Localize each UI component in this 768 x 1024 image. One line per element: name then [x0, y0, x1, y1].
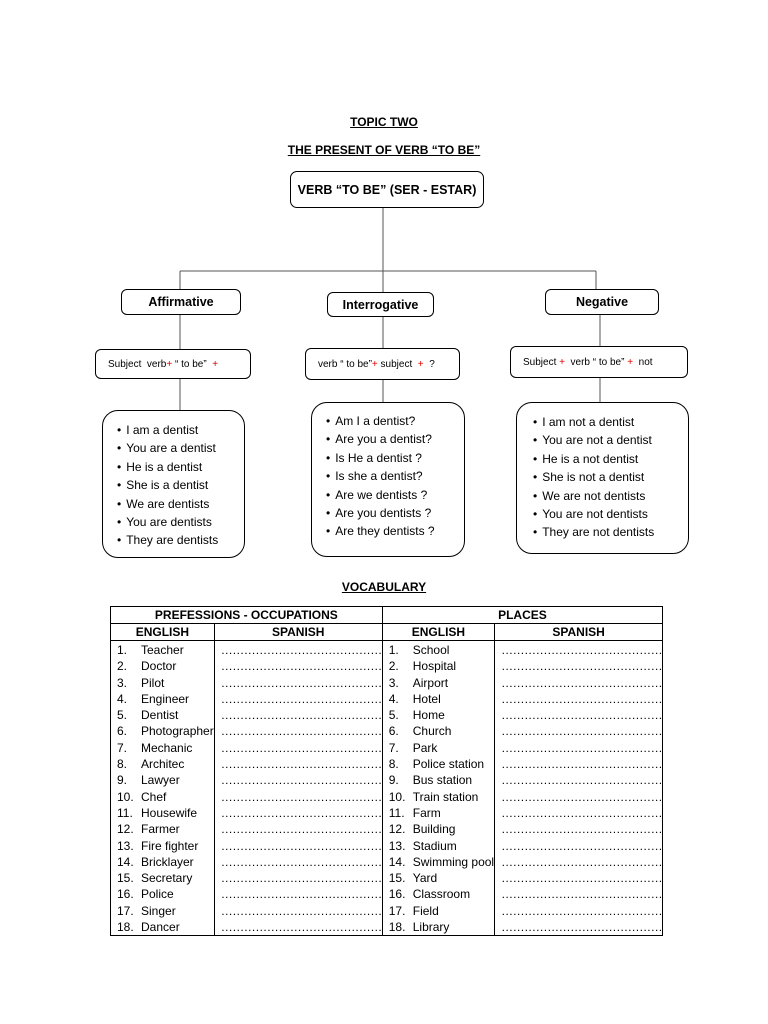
list-item: • I am a dentist [117, 421, 244, 439]
plus-sign: + [417, 358, 424, 370]
list-item [389, 838, 494, 854]
item-number: 6. [388, 724, 399, 739]
list-item [389, 805, 494, 821]
blank-answer-line: …………………………………… [220, 724, 382, 739]
blank-answer-line: …………………………………… [220, 757, 382, 772]
group-header-professions: PREFESSIONS - OCCUPATIONS [111, 607, 383, 624]
list-item [389, 658, 494, 674]
item-number: 18. [388, 920, 406, 935]
item-word: Classroom [412, 887, 471, 902]
list-item [117, 903, 214, 919]
list-item: • You are a dentist [117, 439, 244, 457]
list-item: • Is she a dentist? [326, 467, 464, 485]
list-item [389, 740, 494, 756]
list-item [389, 919, 494, 935]
root-node: VERB “TO BE” (SER - ESTAR) [290, 171, 484, 208]
item-word: Bus station [412, 773, 473, 788]
blank-answer-line: …………………………………… [501, 643, 663, 657]
item-word: Doctor [141, 659, 177, 674]
vocabulary-title: VOCABULARY [341, 580, 427, 594]
list-item [117, 740, 214, 756]
formula-text: verb “ to be” [564, 356, 628, 368]
places-english-list [382, 641, 494, 936]
list-item: • He is a not dentist [533, 450, 688, 468]
list-item [389, 772, 494, 788]
list-item [117, 658, 214, 674]
list-item: • Are we dentists ? [326, 486, 464, 504]
col-header-spanish: SPANISH [214, 624, 382, 641]
item-word: Farm [412, 805, 441, 820]
list-item: • Are you dentists ? [326, 504, 464, 522]
blank-answer-line: …………………………………… [220, 854, 382, 869]
list-item: • They are dentists [117, 531, 244, 549]
blank-answer-line: …………………………………… [220, 691, 382, 706]
item-number: 3. [388, 675, 399, 690]
negative-examples [516, 402, 689, 554]
item-word: Farmer [141, 822, 180, 837]
item-word: School [412, 643, 450, 657]
list-item [117, 723, 214, 739]
blank-answer-line: …………………………………… [501, 757, 663, 772]
plus-sign: + [559, 356, 565, 368]
item-number: 14. [117, 854, 134, 869]
list-item [117, 854, 214, 870]
item-number: 10. [388, 789, 406, 804]
blank-answer-line: …………………………………… [220, 822, 382, 837]
list-item [389, 903, 494, 919]
blank-answer-line: …………………………………… [220, 920, 382, 935]
item-number: 15. [388, 871, 406, 886]
item-number: 13. [117, 838, 134, 853]
list-item [117, 772, 214, 788]
item-number: 4. [117, 691, 128, 706]
formula-text: ? [423, 358, 435, 370]
item-word: Field [412, 903, 439, 918]
list-item: • Are they dentists ? [326, 522, 464, 540]
item-number: 17. [117, 903, 134, 918]
list-item: • We are not dentists [533, 487, 688, 505]
list-item [389, 723, 494, 739]
list-item [117, 805, 214, 821]
topic-title: TOPIC TWO [350, 115, 418, 129]
col-header-spanish: SPANISH [495, 624, 663, 641]
list-item: • Am I a dentist? [326, 412, 464, 430]
negative-formula [510, 346, 688, 378]
list-item [117, 642, 214, 658]
item-number: 8. [117, 757, 128, 772]
item-word: Lawyer [141, 773, 180, 788]
formula-text: not [633, 356, 653, 368]
blank-answer-line: …………………………………… [220, 903, 382, 918]
item-word: Hotel [412, 691, 441, 706]
item-word: Architec [141, 757, 185, 772]
item-number: 3. [117, 675, 128, 690]
list-item [117, 707, 214, 723]
item-word: Bricklayer [141, 854, 194, 869]
blank-answer-line: …………………………………… [501, 838, 663, 853]
item-word: Building [412, 822, 456, 837]
item-number: 18. [117, 920, 134, 935]
blank-answer-line: …………………………………… [220, 789, 382, 804]
col-header-english: ENGLISH [382, 624, 494, 641]
item-number: 11. [388, 805, 405, 820]
blank-answer-line: …………………………………… [501, 773, 663, 788]
item-number: 9. [388, 773, 399, 788]
item-number: 7. [117, 740, 128, 755]
formula-text: Subject [523, 356, 560, 368]
list-item: • She is not a dentist [533, 468, 688, 486]
list-item: • She is a dentist [117, 476, 244, 494]
item-number: 11. [117, 805, 133, 820]
professions-english-list [111, 641, 215, 936]
blank-answer-line: …………………………………… [501, 789, 663, 804]
item-word: Pilot [141, 675, 165, 690]
list-item: • You are not a dentist [533, 431, 688, 449]
list-item [389, 870, 494, 886]
interrogative-node: Interrogative [327, 292, 434, 317]
affirmative-formula [95, 349, 251, 379]
list-item [389, 886, 494, 902]
item-number: 9. [117, 773, 128, 788]
vocabulary-table [110, 606, 663, 936]
item-word: Engineer [141, 691, 190, 706]
list-item [117, 886, 214, 902]
list-item [389, 642, 494, 658]
item-word: Mechanic [141, 740, 193, 755]
plus-sign: + [627, 356, 634, 368]
item-word: Secretary [141, 871, 193, 886]
list-item: • I am not a dentist [533, 413, 688, 431]
affirmative-node: Affirmative [121, 289, 241, 315]
item-word: Hospital [412, 659, 457, 674]
list-item: • They are not dentists [533, 523, 688, 541]
item-word: Chef [141, 789, 167, 804]
list-item: • We are dentists [117, 495, 244, 513]
professions-spanish-list [214, 641, 382, 936]
list-item [389, 691, 494, 707]
blank-answer-line: …………………………………… [220, 838, 382, 853]
item-word: Dancer [141, 920, 180, 935]
places-spanish-list [495, 641, 663, 936]
blank-answer-line: …………………………………… [220, 805, 382, 820]
col-header-english: ENGLISH [111, 624, 215, 641]
item-number: 5. [388, 708, 399, 723]
item-number: 7. [388, 740, 399, 755]
item-number: 16. [117, 887, 134, 902]
list-item [389, 821, 494, 837]
item-word: Police [141, 887, 174, 902]
item-word: Photographer [141, 724, 214, 739]
formula-text: verb “ to be” [318, 358, 372, 370]
blank-answer-line: …………………………………… [220, 740, 382, 755]
item-word: Police station [412, 757, 485, 772]
formula-text: Subject verb [108, 358, 167, 370]
blank-answer-line: …………………………………… [220, 773, 382, 788]
blank-answer-line: …………………………………… [501, 724, 663, 739]
blank-answer-line: …………………………………… [220, 887, 382, 902]
item-number: 1. [117, 643, 128, 657]
item-word: Park [412, 740, 438, 755]
item-word: Airport [412, 675, 449, 690]
list-item: • Is He a dentist ? [326, 449, 464, 467]
item-word: Yard [412, 871, 438, 886]
blank-answer-line: …………………………………… [501, 805, 663, 820]
item-word: Library [412, 920, 450, 935]
item-number: 15. [117, 871, 134, 886]
item-number: 2. [117, 659, 128, 674]
item-word: Swimming pool [412, 854, 495, 869]
list-item: • You are dentists [117, 513, 244, 531]
item-number: 12. [117, 822, 134, 837]
item-word: Fire fighter [141, 838, 199, 853]
list-item [389, 756, 494, 772]
item-word: Teacher [141, 643, 184, 657]
item-number: 16. [388, 887, 406, 902]
list-item: • He is a dentist [117, 458, 244, 476]
item-number: 1. [388, 643, 399, 657]
list-item [117, 691, 214, 707]
list-item [117, 675, 214, 691]
plus-sign: + [371, 358, 378, 370]
blank-answer-line: …………………………………… [220, 659, 382, 674]
interrogative-examples [311, 402, 465, 557]
page-subtitle: THE PRESENT OF VERB “TO BE” [287, 143, 481, 157]
item-word: Singer [141, 903, 176, 918]
blank-answer-line: …………………………………… [220, 871, 382, 886]
item-number: 10. [117, 789, 134, 804]
blank-answer-line: …………………………………… [220, 675, 382, 690]
blank-answer-line: …………………………………… [220, 708, 382, 723]
affirmative-examples [102, 410, 245, 558]
list-item [389, 854, 494, 870]
item-number: 17. [388, 903, 406, 918]
list-item: • You are not dentists [533, 505, 688, 523]
blank-answer-line: …………………………………… [501, 920, 663, 935]
item-word: Stadium [412, 838, 457, 853]
blank-answer-line: …………………………………… [501, 691, 663, 706]
list-item: • Are you a dentist? [326, 430, 464, 448]
blank-answer-line: …………………………………… [220, 643, 382, 657]
item-number: 2. [388, 659, 399, 674]
item-number: 12. [388, 822, 406, 837]
list-item [117, 821, 214, 837]
item-word: Dentist [141, 708, 179, 723]
blank-answer-line: …………………………………… [501, 708, 663, 723]
group-header-places: PLACES [382, 607, 662, 624]
item-number: 5. [117, 708, 128, 723]
formula-text: “ to be” [172, 358, 213, 370]
list-item [389, 675, 494, 691]
item-word: Church [412, 724, 452, 739]
list-item [117, 756, 214, 772]
item-word: Housewife [141, 805, 198, 820]
item-word: Train station [412, 789, 479, 804]
list-item [117, 870, 214, 886]
blank-answer-line: …………………………………… [501, 822, 663, 837]
item-number: 14. [388, 854, 406, 869]
item-number: 13. [388, 838, 406, 853]
plus-sign: + [212, 358, 219, 370]
list-item [117, 789, 214, 805]
interrogative-formula [305, 348, 460, 380]
item-number: 6. [117, 724, 128, 739]
negative-node: Negative [545, 289, 659, 315]
blank-answer-line: …………………………………… [501, 740, 663, 755]
blank-answer-line: …………………………………… [501, 854, 663, 869]
plus-sign: + [166, 358, 173, 370]
item-number: 8. [388, 757, 399, 772]
blank-answer-line: …………………………………… [501, 659, 663, 674]
blank-answer-line: …………………………………… [501, 675, 663, 690]
blank-answer-line: …………………………………… [501, 871, 663, 886]
item-number: 4. [388, 691, 399, 706]
list-item [117, 919, 214, 935]
list-item [117, 838, 214, 854]
formula-text: subject [377, 358, 418, 370]
list-item [389, 789, 494, 805]
blank-answer-line: …………………………………… [501, 887, 663, 902]
blank-answer-line: …………………………………… [501, 903, 663, 918]
list-item [389, 707, 494, 723]
item-word: Home [412, 708, 445, 723]
